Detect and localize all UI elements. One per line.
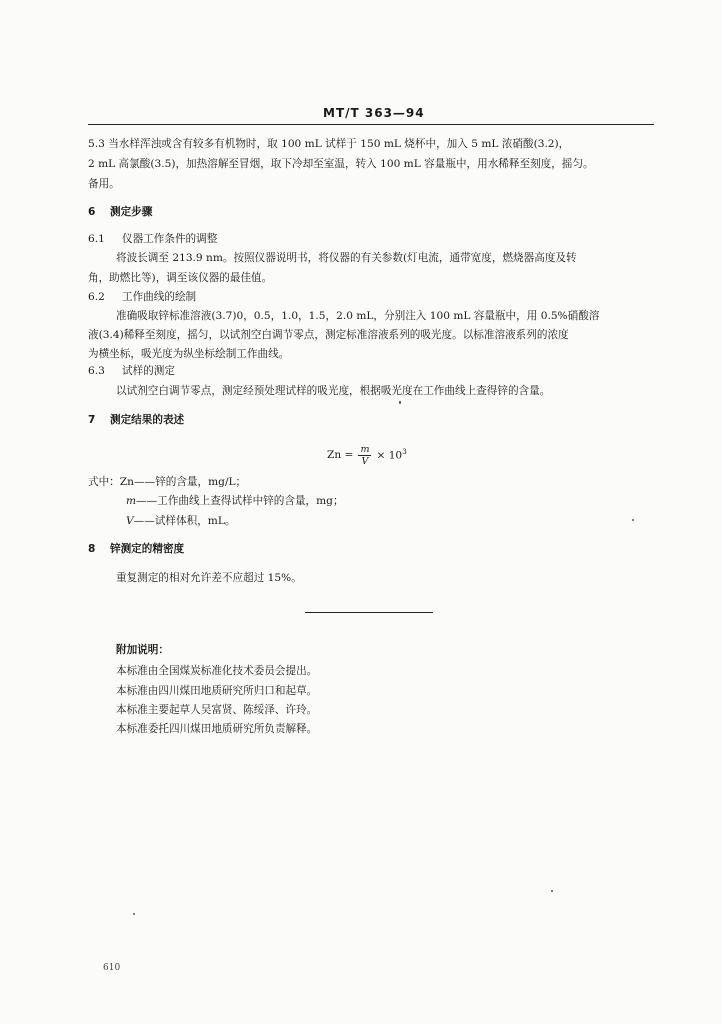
scan-speck	[133, 913, 135, 915]
formula-numerator: m	[360, 443, 370, 455]
section-6-heading	[88, 205, 152, 219]
formula-multiplier	[376, 448, 406, 462]
appendix-line: 本标准委托四川煤田地质研究所负责解释。	[116, 723, 318, 735]
appendix-line: 本标准由全国煤炭标准化技术委员会提出。	[116, 665, 318, 677]
section-title: 测定结果的表述	[110, 414, 185, 426]
clause-6-2-line1: 准确吸取锌标准溶液(3.7)0，0.5，1.0，1.5，2.0 mL，分别注入 100 mL 容量瓶中，用 0.5%硝酸溶	[116, 310, 600, 322]
clause-6-1-line1: 将波长调至 213.9 nm。按照仪器说明书，将仪器的有关参数(灯电流，通带宽度，燃烧器高度及转	[116, 252, 577, 264]
clause-number: 6.2	[88, 291, 105, 303]
clause-number: 6.1	[88, 233, 105, 245]
zinc-formula	[327, 440, 407, 470]
scan-speck	[551, 890, 553, 892]
symbol-v: V	[126, 515, 134, 527]
header-rule	[88, 124, 654, 125]
scan-speck	[632, 519, 634, 521]
page-number: 610	[103, 963, 121, 973]
clause-6-2-line2: 液(3.4)稀释至刻度，摇匀，以试剂空白调节零点，测定标准溶液系列的吸光度。以标准溶液系列的浓度	[88, 329, 569, 341]
section-number: 8	[88, 543, 96, 555]
formula-denominator: V	[361, 455, 369, 467]
clause-8-line1: 重复测定的相对允许差不应超过 15%。	[116, 572, 302, 584]
section-8-heading	[88, 542, 184, 556]
clause-title: 仪器工作条件的调整	[122, 233, 218, 245]
standard-number-header: MT/T 363—94	[323, 106, 425, 120]
where-line-v	[126, 514, 236, 528]
clause-6-1-heading	[88, 232, 217, 246]
section-7-heading	[88, 413, 184, 427]
where-line-zn: 式中：Zn——锌的含量，mg/L；	[88, 476, 247, 488]
where-line-m	[126, 494, 344, 508]
clause-6-2-line3: 为横坐标，吸光度为纵坐标绘制工作曲线。	[88, 348, 290, 360]
symbol-m-description: ——工作曲线上查得试样中锌的含量，mg；	[136, 495, 344, 507]
appendix-line: 本标准由四川煤田地质研究所归口和起草。	[116, 685, 318, 697]
clause-5-3-line2: 2 mL 高氯酸(3.5)，加热溶解至冒烟，取下冷却至室温，转入 100 mL 容量瓶中，用水稀释至刻度，摇匀。	[88, 158, 594, 170]
formula-times: × 10	[376, 449, 403, 462]
clause-title: 工作曲线的绘制	[122, 291, 197, 303]
formula-exponent: 3	[402, 448, 407, 457]
scan-speck	[399, 401, 401, 404]
clause-6-3-heading	[88, 364, 175, 378]
symbol-m: m	[126, 495, 137, 507]
formula-fraction	[358, 444, 371, 467]
section-title: 锌测定的精密度	[110, 543, 185, 555]
clause-5-3-line3: 备用。	[88, 178, 120, 190]
clause-title: 试样的测定	[122, 365, 175, 377]
clause-6-1-line2: 角，助燃比等)，调至该仪器的最佳值。	[88, 272, 273, 284]
formula-lhs: Zn =	[327, 449, 354, 461]
appendix-title: 附加说明：	[116, 644, 169, 656]
symbol-v-description: ——试样体积，mL。	[133, 515, 236, 527]
section-number: 7	[88, 414, 96, 426]
end-rule	[305, 612, 433, 613]
clause-5-3-line1: 5.3 当水样浑浊或含有较多有机物时，取 100 mL 试样于 150 mL 烧杯中，加入 5 mL 浓硝酸(3.2)，	[88, 138, 570, 150]
section-number: 6	[88, 206, 96, 218]
clause-6-3-line1: 以试剂空白调节零点，测定经预处理试样的吸光度，根据吸光度在工作曲线上查得锌的含量。	[116, 385, 551, 397]
appendix-line: 本标准主要起草人吴富贤、陈绥泽、许玲。	[116, 704, 318, 716]
clause-number: 6.3	[88, 365, 105, 377]
section-title: 测定步骤	[110, 206, 153, 218]
clause-6-2-heading	[88, 290, 196, 304]
